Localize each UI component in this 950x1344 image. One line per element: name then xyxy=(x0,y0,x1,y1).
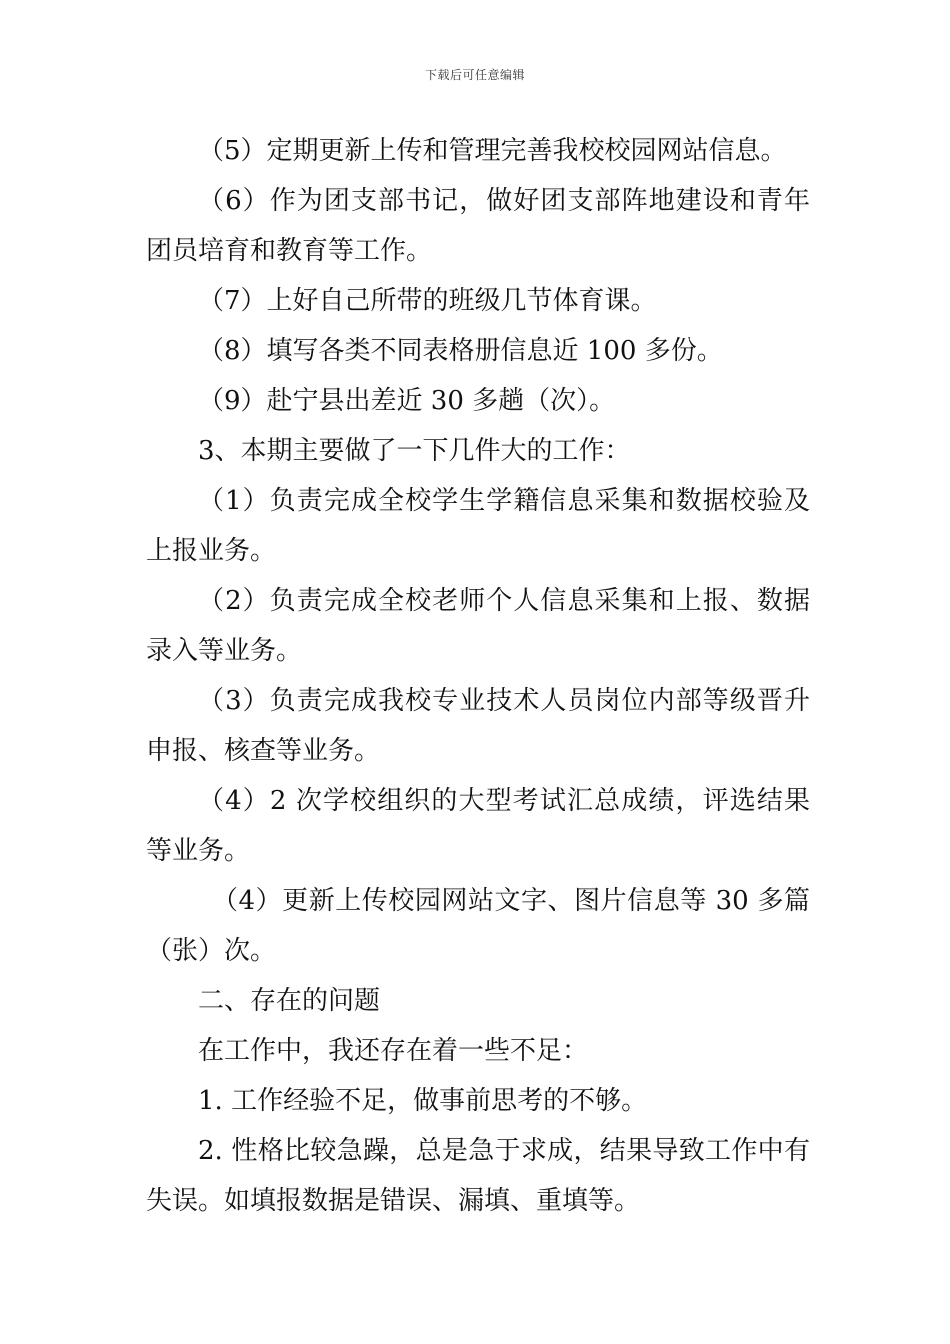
paragraph: 在工作中，我还存在着一些不足： xyxy=(198,1036,589,1066)
paragraph: （1）负责完成全校学生学籍信息采集和数据校验及上报业务。 xyxy=(146,486,810,566)
paragraph: （8）填写各类不同表格册信息近 100 多份。 xyxy=(198,336,723,366)
paragraph: 1. 工作经验不足，做事前思考的不够。 xyxy=(198,1086,648,1116)
paragraph: （6）作为团支部书记，做好团支部阵地建设和青年团员培育和教育等工作。 xyxy=(146,186,810,266)
paragraph: （3）负责完成我校专业技术人员岗位内部等级晋升申报、核查等业务。 xyxy=(146,686,810,766)
paragraph: 2. 性格比较急躁，总是急于求成，结果导致工作中有失误。如填报数据是错误、漏填、重填等。 xyxy=(146,1136,810,1216)
paragraph: （4）更新上传校园网站文字、图片信息等 30 多篇（张）次。 xyxy=(146,886,810,966)
paragraph: （4）2 次学校组织的大型考试汇总成绩，评选结果等业务。 xyxy=(146,786,810,866)
page-header-note: 下载后可任意编辑 xyxy=(424,68,525,82)
document-body xyxy=(146,126,810,1226)
paragraph: （9）赴宁县出差近 30 多趟（次）。 xyxy=(198,386,616,416)
paragraph: （2）负责完成全校老师个人信息采集和上报、数据录入等业务。 xyxy=(146,586,810,666)
section-heading: 3、本期主要做了一下几件大的工作： xyxy=(198,436,631,466)
paragraph: （7）上好自己所带的班级几节体育课。 xyxy=(198,286,657,316)
paragraph: （5）定期更新上传和管理完善我校校园网站信息。 xyxy=(198,136,787,166)
section-heading: 二、存在的问题 xyxy=(198,986,381,1016)
